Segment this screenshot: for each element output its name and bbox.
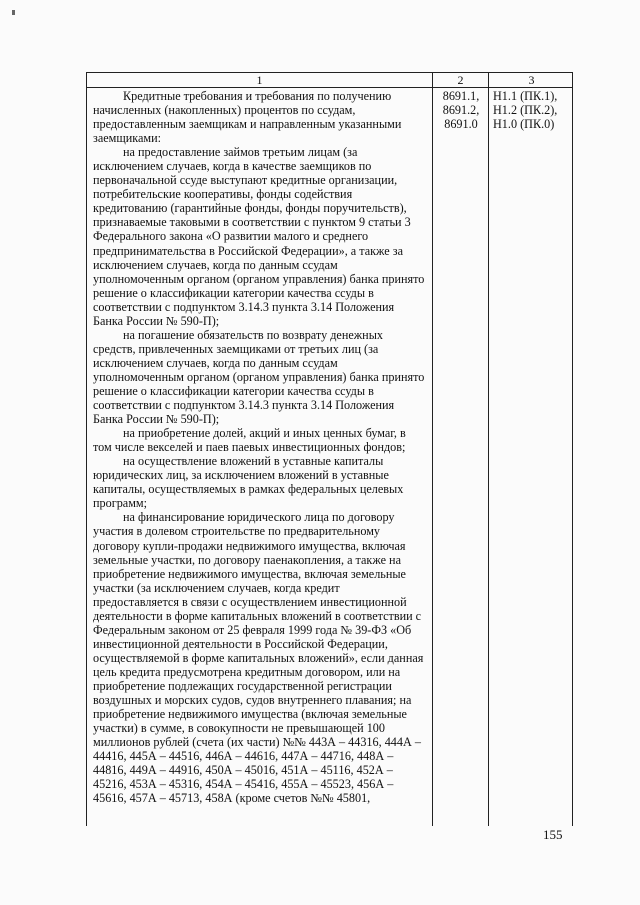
code-line: 8691.2, <box>442 103 480 118</box>
column-divider-1 <box>432 73 433 826</box>
paragraph-repayment-obligations: на погашение обязательств по возврату денежных средств, привлеченных заемщиками от третьих лиц (за исключением случаев, когда по данным ссудам уполномоченным органом (органом управления) банка принято решение о классификации категории качества ссуды в соответствии с подпунктом 3.14.3 пункта 3.14 Положения Банка России № 590-П); <box>93 327 425 427</box>
norm-line: Н1.1 (ПК.1), <box>493 89 558 103</box>
norm-cell <box>493 89 571 131</box>
description-cell <box>93 89 427 805</box>
header-col-1: 1 <box>256 73 263 87</box>
code-cell <box>436 89 486 131</box>
data-table <box>86 72 573 826</box>
header-col-3: 3 <box>528 73 535 87</box>
scan-mark <box>12 10 15 15</box>
header-col-2: 2 <box>457 73 464 87</box>
paragraph-capital-investments: на осуществление вложений в уставные капиталы юридических лиц, за исключением вложений в уставные капиталы, осуществляемых в рамках федеральных целевых программ; <box>93 454 404 511</box>
intro-paragraph: Кредитные требования и требования по получению начисленных (накопленных) процентов по ссудам, предоставленным заемщикам и направленным указанными заемщиками: <box>93 89 402 146</box>
paragraph-real-estate-financing: на финансирование юридического лица по договору участия в долевом строительстве по предварительному договору купли-продажи недвижимого имущества, включая земельные участки, по договору паенакопления, а также на приобретение недвижимого имущества, включая земельные участки (за исключением случаев, когда кредит предоставляется в связи с осуществлением инвестиционной деятельности в форме капитальных вложений в соответствии с Федеральным законом от 25 февраля 1999 года № 39-ФЗ «Об инвестиционной деятельности в Российской Федерации, осуществляемой в форме капитальных вложений», если данная цель кредита предусмотрена кредитным договором, или на приобретение подлежащих государственной регистрации воздушных и морских судов, судов внутреннего плавания; на приобретение недвижимого имущества (включая земельные участки) в сумме, в совокупности не превышающей 100 миллионов рублей (счета (их части) №№ 443А – 44316, 444А – 44416, 445А – 44516, 446А – 44616, 447А – 44716, 448А – 44816, 449А – 44916, 450А – 45016, 451А – 45116, 452А – 45216, 453А – 45316, 454А – 45416, 455А – 45523, 456А – 45616, 457А – 45713, 458А (кроме счетов №№ 45801, <box>93 510 424 806</box>
paragraph-loans-third-parties: на предоставление займов третьим лицам (за исключением случаев, когда в качестве заемщиков по первоначальной ссуде выступают кредитные организации, потребительские кооперативы, фонды содействия кредитованию (гарантийные фонды, фонды поручительств), признаваемые таковыми в соответствии с пунктом 9 статьи 3 Федерального закона «О развитии малого и среднего предпринимательства в Российской Федерации», а также за исключением случаев, когда по данным ссудам уполномоченным органом (органом управления) банка принято решение о классификации категории качества ссуды в соответствии с подпунктом 3.14.3 пункта 3.14 Положения Банка России № 590-П); <box>93 145 425 328</box>
paragraph-securities: на приобретение долей, акций и иных ценных бумаг, в том числе векселей и паев паевых инвестиционных фондов; <box>93 426 406 455</box>
code-line: 8691.1, <box>442 89 480 103</box>
column-divider-2 <box>488 73 489 826</box>
page-number: 155 <box>543 827 563 842</box>
norm-line: Н1.2 (ПК.2), <box>493 103 558 118</box>
code-line: 8691.0 <box>444 117 478 132</box>
norm-line: Н1.0 (ПК.0) <box>493 117 555 132</box>
